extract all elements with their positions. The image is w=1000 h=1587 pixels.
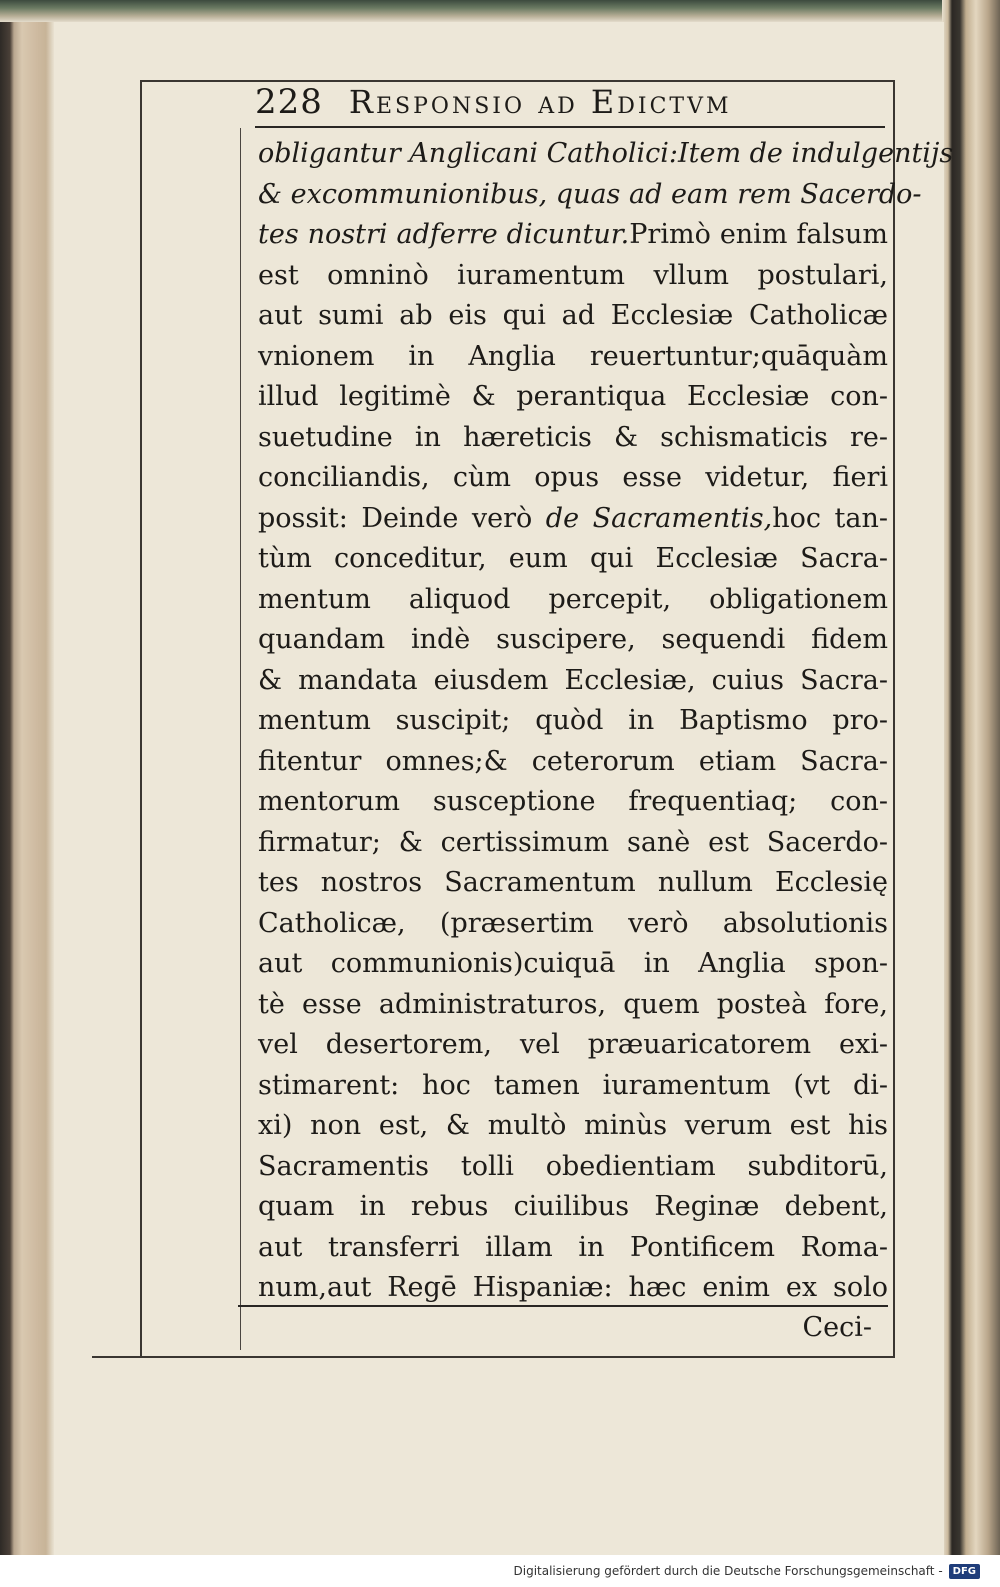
text-segment: aut transferri illam in Pontificem Roma- [258, 1231, 888, 1263]
text-line [258, 539, 888, 580]
text-segment: aut communionis)cuiquā in Anglia spon- [258, 948, 888, 979]
text-line [258, 782, 888, 823]
text-segment: firmatur; & certissimum sanè est Sacerdo- [258, 826, 888, 858]
text-line [258, 418, 888, 459]
frame-bottom-rule [92, 1356, 892, 1358]
text-segment: Catholicæ, (præsertim verò absolutionis [258, 907, 888, 939]
text-line [258, 1187, 888, 1228]
page-header [255, 82, 885, 128]
text-segment: tè esse administraturos, quem posteà fore, [258, 988, 888, 1020]
text-segment: Sacramentis tolli obedientiam subditorū, [258, 1150, 888, 1182]
text-line [258, 175, 922, 216]
book-top-edge [0, 0, 1000, 22]
text-line [258, 620, 888, 661]
text-line [258, 256, 888, 297]
text-segment: mentorum susceptione frequentiaq; con- [258, 786, 888, 817]
text-line [258, 823, 888, 864]
text-segment: quam in rebus ciuilibus Reginæ debent, [258, 1191, 888, 1222]
text-line [258, 944, 888, 985]
text-line [258, 985, 888, 1026]
text-segment: tes nostros Sacramentum nullum Ecclesię [258, 867, 888, 898]
text-line [258, 701, 888, 742]
text-segment: aut sumi ab eis qui ad Ecclesiæ Catholicæ [258, 300, 888, 331]
digitization-footer [0, 1555, 1000, 1587]
text-line [258, 1025, 888, 1066]
text-segment: conciliandis, cùm opus esse videtur, fieri [258, 462, 888, 493]
text-segment: quandam indè suscipere, sequendi fidem [258, 624, 888, 655]
text-line [258, 215, 888, 256]
text-line [258, 580, 888, 621]
text-segment: fitentur omnes;& ceterorum etiam Sacra- [258, 745, 888, 777]
page-number: 228 [255, 82, 323, 122]
text-line [258, 377, 888, 418]
text-line [258, 742, 888, 783]
text-line [258, 904, 888, 945]
footer-rule [238, 1305, 888, 1307]
text-segment: mentum aliquod percepit, obligationem [258, 583, 888, 615]
text-line [258, 1268, 888, 1309]
text-segment: tùm conceditur, eum qui Ecclesiæ Sacra- [258, 543, 888, 574]
text-segment: & mandata eiusdem Ecclesiæ, cuius Sacra- [258, 664, 888, 696]
book-binding [942, 0, 1000, 1555]
text-segment: tes nostri adferre dicuntur. [258, 219, 630, 250]
dfg-logo: DFG [949, 1564, 980, 1579]
text-segment: mentum suscipit; quòd in Baptismo pro- [258, 705, 888, 736]
text-segment: vnionem in Anglia reuertuntur;quāquàm [258, 340, 888, 372]
text-line [258, 296, 888, 337]
text-line [258, 134, 954, 175]
text-segment: num,aut Regē Hispaniæ: hæc enim ex solo [258, 1272, 888, 1303]
text-segment: obligantur Anglicani Catholici:Item de indulgentijs [258, 138, 954, 169]
body-text [258, 134, 954, 1309]
header-rule [255, 126, 885, 128]
text-segment: suetudine in hæreticis & schismaticis re- [258, 421, 888, 453]
text-line [258, 499, 888, 540]
text-segment: de Sacramentis, [545, 502, 773, 534]
text-segment: hoc tan- [772, 502, 889, 534]
text-line [258, 661, 888, 702]
text-line [258, 1106, 888, 1147]
text-segment: xi) non est, & multò minùs verum est his [258, 1110, 888, 1141]
text-segment: possit: Deinde verò [258, 502, 546, 534]
margin-rule [240, 128, 241, 1350]
text-segment: est omninò iuramentum vllum postulari, [258, 259, 888, 291]
text-line [258, 1066, 888, 1107]
text-segment: & excommunionibus, quas ad eam rem Sacerdo- [258, 178, 922, 210]
text-segment: illud legitimè & perantiqua Ecclesiæ con- [258, 381, 888, 412]
text-line [258, 863, 888, 904]
catchword: Ceci- [802, 1312, 872, 1343]
text-line [258, 1228, 888, 1269]
text-line [258, 458, 888, 499]
text-segment: vel desertorem, vel præuaricatorem exi- [258, 1029, 888, 1060]
text-segment: stimarent: hoc tamen iuramentum (vt di- [258, 1069, 888, 1101]
footer-text: Digitalisierung gefördert durch die Deutsche Forschungsgemeinschaft - [513, 1564, 943, 1578]
running-head: Responsio ad Edictvm [348, 83, 732, 121]
text-line [258, 337, 888, 378]
text-segment: Primò enim falsum [629, 219, 888, 250]
text-line [258, 1147, 888, 1188]
